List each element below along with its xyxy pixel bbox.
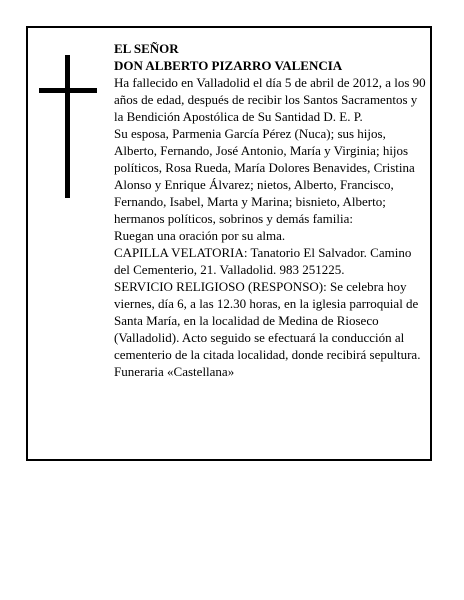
family-list: Su esposa, Parmenia García Pérez (Nuca); sus hijos, Alberto, Fernando, José Antonio, María y Virginia; hijos políticos, Rosa Rueda, María Dolores Benavides, Cristina Alonso y Enrique Álvarez; nietos, Alberto, Francisco, Fernando, Isabel, Marta y Marina; bisnieto, Alberto; hermanos políticos, sobrinos y demás familia: xyxy=(114,126,415,226)
prayer-request: Ruegan una oración por su alma. xyxy=(114,228,286,243)
cross-horizontal-bar xyxy=(39,88,97,93)
deceased-name: DON ALBERTO PIZARRO VALENCIA xyxy=(114,58,343,73)
heading-title: EL SEÑOR xyxy=(114,41,179,56)
chapel-info: CAPILLA VELATORIA: Tanatorio El Salvador. Camino del Cementerio, 21. Valladolid. 983 251225. xyxy=(114,245,412,277)
funeral-home: Funeraria «Castellana» xyxy=(114,364,235,379)
cross-vertical-bar xyxy=(65,55,70,198)
obituary-text xyxy=(114,40,426,380)
obituary-notice xyxy=(26,26,432,461)
service-info: SERVICIO RELIGIOSO (RESPONSO): Se celebra hoy viernes, día 6, a las 12.30 horas, en la iglesia parroquial de Santa María, en la localidad de Medina de Rioseco (Valladolid). Acto seguido se efectuará la conducción al cementerio de la citada localidad, donde recibirá sepultura. xyxy=(114,279,421,362)
death-announcement: Ha fallecido en Valladolid el día 5 de abril de 2012, a los 90 años de edad, después de recibir los Santos Sacramentos y la Bendición Apostólica de Su Santidad D. E. P. xyxy=(114,75,426,124)
latin-cross-icon xyxy=(39,55,97,198)
